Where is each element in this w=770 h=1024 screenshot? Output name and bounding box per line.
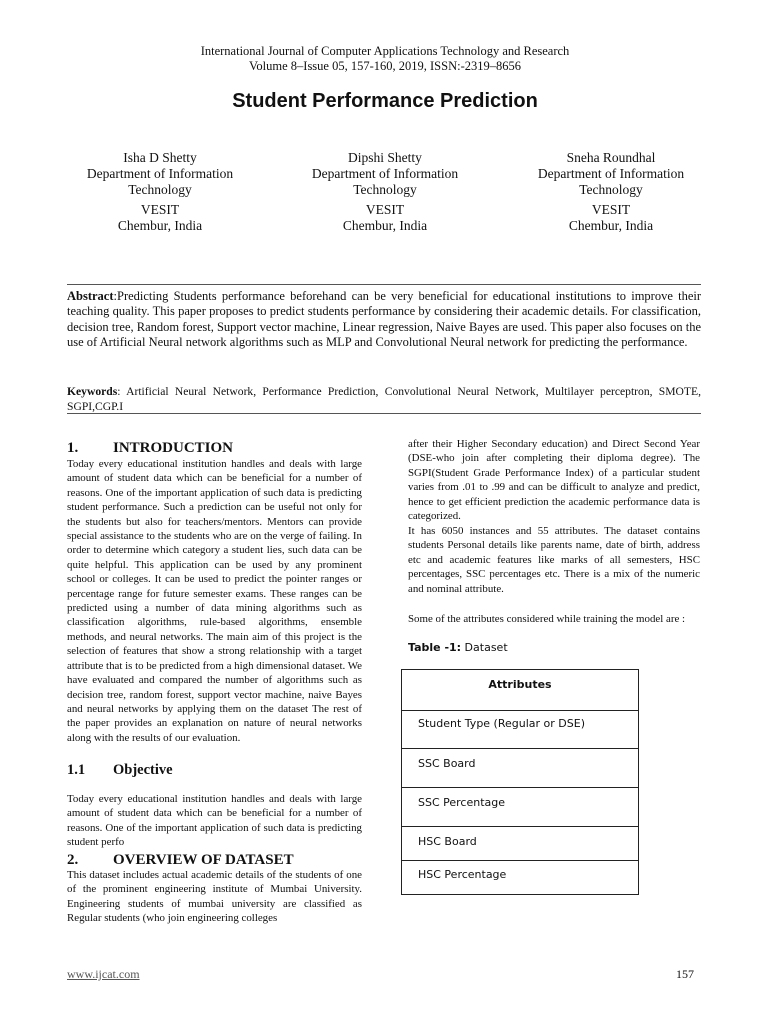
author-name: Sneha Roundhal — [566, 150, 656, 165]
section-title: OVERVIEW OF DATASET — [113, 852, 294, 868]
author-dept: Department of Information — [537, 166, 685, 181]
section-number: 1.1 — [67, 762, 86, 778]
author-dept: Technology — [579, 182, 643, 197]
section-number: 2. — [67, 852, 79, 868]
table-row — [402, 826, 638, 861]
author-dept: Department of Information — [311, 166, 459, 181]
table-row — [402, 748, 638, 787]
author-location: Chembur, India — [117, 218, 203, 233]
section-heading-dataset — [67, 852, 367, 869]
table-cell: SSC Percentage — [418, 796, 506, 809]
section-title: INTRODUCTION — [113, 440, 234, 456]
section-title: Objective — [113, 762, 173, 778]
keywords-label: Keywords — [67, 385, 118, 398]
author-inst: VESIT — [365, 202, 405, 217]
author-name: Isha D Shetty — [123, 150, 197, 165]
volume-info: Volume 8–Issue 05, 157-160, 2019, ISSN:-2319–8656 — [249, 59, 521, 73]
table-cell: Student Type (Regular or DSE) — [418, 717, 585, 730]
journal-header: International Journal of Computer Applications Technology and Research — [200, 44, 570, 58]
paper-title: Student Performance Prediction — [232, 90, 538, 112]
table-row — [402, 860, 638, 894]
section-heading-objective — [67, 762, 367, 779]
journal-link[interactable]: www.ijcat.com — [67, 967, 140, 981]
objective-text: Today every educational institution handles and deals with large amount of student data which can be beneficial for a number of reasons. One of the important application of such data is predicting student perfo — [67, 793, 362, 849]
author-dept: Technology — [128, 182, 192, 197]
divider — [67, 284, 701, 285]
abstract-text: :Predicting Students performance beforehand can be very beneficial for educational institutions to improve their teaching quality. This paper proposes to predict students performance by considering their academic details. For classification, decision tree, Random forest, Support vector machine, Linear regression, Naive Bayes are used. This paper also focuses on the use of Artificial Neural network algorithms such as MLP and Convolutional Neural network for predicting the performance. — [67, 289, 701, 350]
keywords — [67, 385, 701, 414]
table-caption-label: Table -1: — [408, 641, 462, 654]
author-location: Chembur, India — [342, 218, 428, 233]
author-inst: VESIT — [140, 202, 180, 217]
dataset-description: It has 6050 instances and 55 attributes. The dataset contains students Personal details like parents name, date of birth, address etc and academic features like marks of all semesters, HSC percentages, SSC percentages etc. There is a mix of the numeric and nominal attribute. — [408, 525, 700, 595]
author-block-2 — [285, 150, 485, 234]
author-dept: Technology — [353, 182, 417, 197]
author-inst: VESIT — [591, 202, 631, 217]
table-row — [402, 787, 638, 826]
author-name: Dipshi Shetty — [348, 150, 422, 165]
attributes-table — [401, 669, 639, 895]
page-number: 157 — [676, 967, 694, 981]
table-caption-text: Dataset — [461, 641, 508, 654]
author-block-3 — [511, 150, 711, 234]
table-row — [402, 710, 638, 749]
table-caption — [408, 641, 700, 654]
abstract — [67, 289, 701, 351]
introduction-text: Today every educational institution handles and deals with large amount of student data which can be beneficial for a number of reasons. One of the important application of such data is predicting student performance. Such a prediction can be useful not only for the students but also for teachers/mentors. Mentors can provide special assistance to the students who are on the verge of failing. In order to determine which category a student lies, such data can be quite helpful. This application can be used by any prominent school or colleges. It can be used to predict the pointer ranges or percentage range for future semester exams. These ranges can be predicted using a number of data mining algorithms such as classification algorithms, rule-based algorithms, ensemble methods, and neural networks. The main aim of this project is the selection of features that show a strong relationship with a target attribute that is to be predicted from a high dimensional dataset. We have evaluated and compared the number of algorithms such as decision tree, random forest, support vector machine, naive Bayes and neural networks by applying them on the dataset The rest of the paper provides an explanation on nature of neural networks along with the results of our evaluation. — [67, 458, 362, 744]
table-cell: HSC Percentage — [418, 868, 507, 881]
section-number: 1. — [67, 440, 79, 456]
divider — [67, 413, 701, 414]
table-header: Attributes — [488, 678, 552, 691]
author-location: Chembur, India — [568, 218, 654, 233]
keywords-text: : Artificial Neural Network, Performance Prediction, Convolutional Neural Network, Multilayer perceptron, SMOTE, SGPI,CGP.I — [67, 385, 701, 413]
dataset-text-continued: after their Higher Secondary education) and Direct Second Year (DSE-who join after completing their diploma degree). The SGPI(Student Grade Performance Index) of a particular student varies from .01 to .99 and can be difficult to analyze and predict, hence to get efficient prediction the academic performance data is categorized. — [408, 438, 700, 523]
dataset-text: This dataset includes actual academic details of the students of one of the prominent engineering institute of Mumbai University. Engineering students of mumbai university are classified as Regular students (who join engineering colleges — [67, 869, 362, 925]
author-block-1 — [60, 150, 260, 234]
author-dept: Department of Information — [86, 166, 234, 181]
abstract-label: Abstract — [67, 289, 114, 303]
table-cell: SSC Board — [418, 757, 476, 770]
section-heading-introduction — [67, 440, 367, 457]
attributes-intro: Some of the attributes considered while training the model are : — [408, 613, 686, 625]
table-cell: HSC Board — [418, 835, 477, 848]
